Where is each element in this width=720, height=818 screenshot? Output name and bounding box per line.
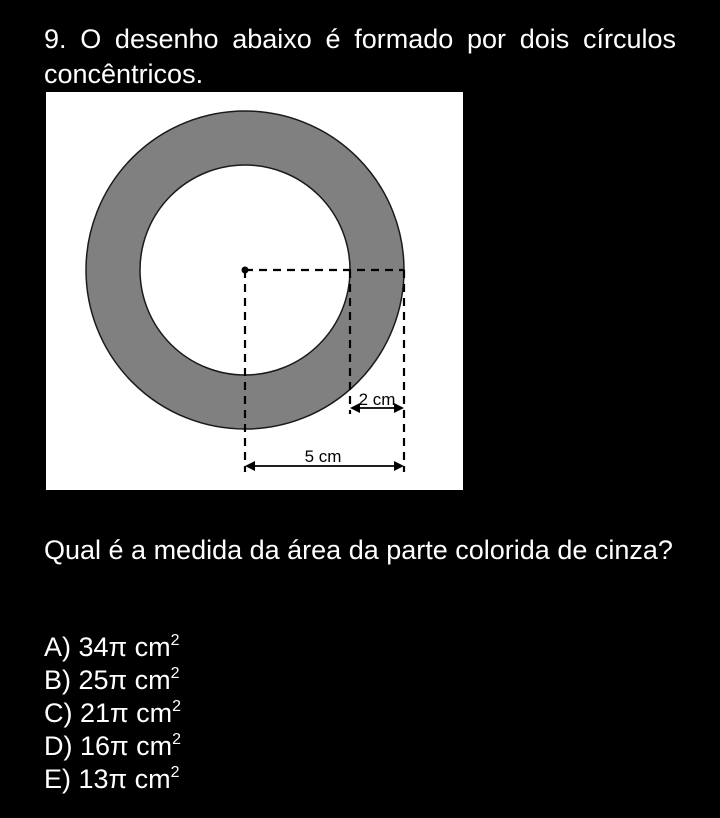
- option-e-exponent: 2: [170, 764, 180, 781]
- radius-arrowhead-left: [245, 461, 255, 471]
- question-text: 9. O desenho abaixo é formado por dois círculos concêntricos.: [44, 24, 676, 89]
- prompt-text: Qual é a medida da área da parte colorida de cinza?: [44, 535, 673, 565]
- option-c-exponent: 2: [172, 698, 182, 715]
- option-c: [44, 697, 181, 730]
- width-label: 2 cm: [358, 390, 396, 409]
- option-a-exponent: 2: [170, 632, 180, 649]
- option-b: [44, 664, 181, 697]
- option-d-label: D) 16π cm: [44, 731, 173, 761]
- option-d-exponent: 2: [172, 731, 182, 748]
- figure-svg: [46, 92, 463, 490]
- option-a: [44, 631, 181, 664]
- option-e-label: E) 13π cm: [44, 764, 171, 794]
- concentric-circles-figure: [46, 92, 463, 490]
- option-a-label: A) 34π cm: [44, 632, 171, 662]
- option-b-label: B) 25π cm: [44, 665, 171, 695]
- option-b-exponent: 2: [170, 665, 180, 682]
- radius-arrowhead-right: [394, 461, 404, 471]
- radius-label: 5 cm: [304, 447, 342, 466]
- option-d: [44, 730, 181, 763]
- option-e: [44, 763, 181, 796]
- width-arrowhead-right: [394, 403, 404, 413]
- option-c-label: C) 21π cm: [44, 698, 173, 728]
- answer-options: [44, 631, 181, 796]
